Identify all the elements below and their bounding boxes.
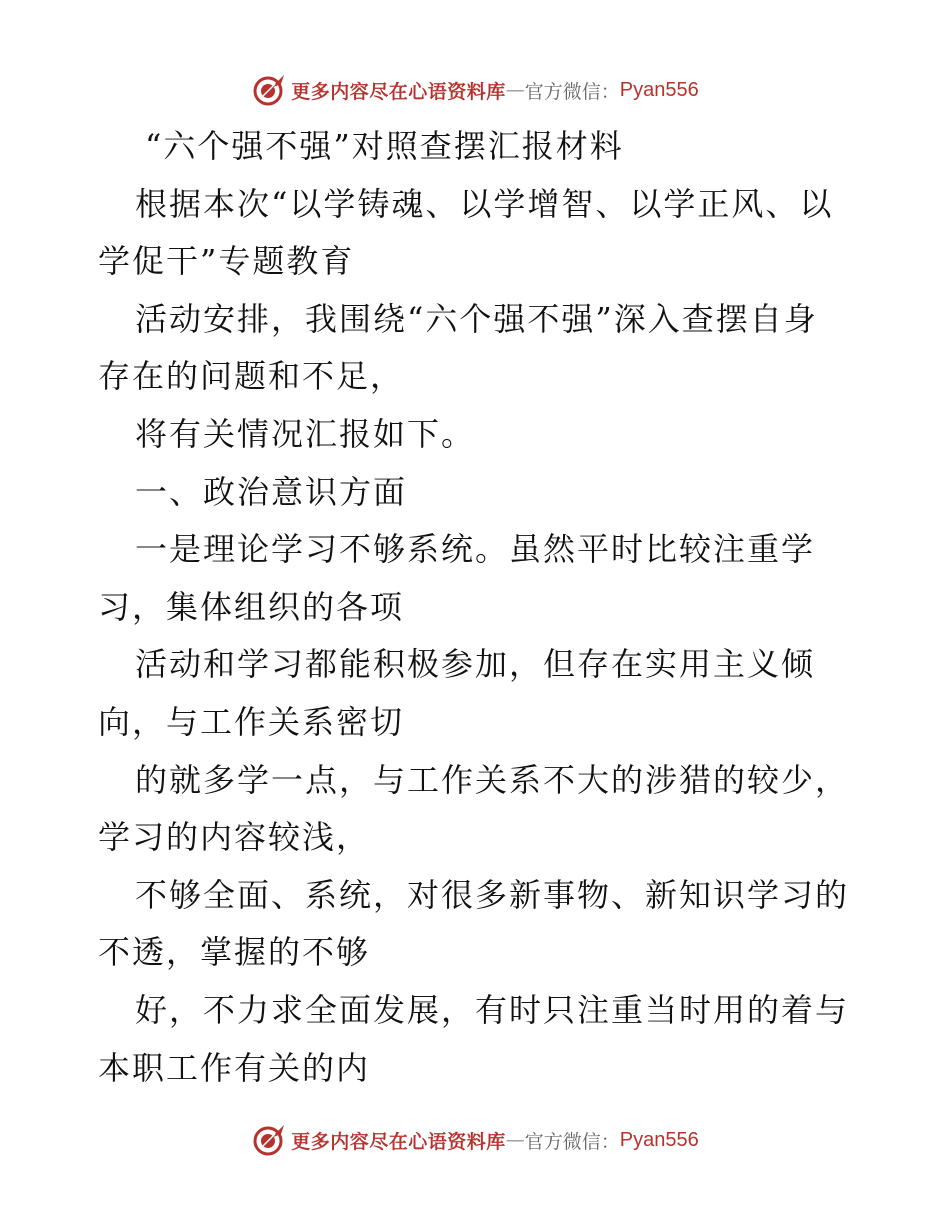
paragraph-line: 根据本次“以学铸魂、以学增智、以学正风、以 bbox=[135, 184, 834, 223]
paragraph-line: 存在的问题和不足， bbox=[98, 357, 405, 396]
document-body bbox=[98, 118, 858, 1097]
header-contact-account: Pyan556 bbox=[619, 78, 699, 101]
feather-pen-logo-icon bbox=[251, 1122, 287, 1158]
paragraph-line: 不透，掌握的不够 bbox=[98, 933, 371, 972]
section-heading: 一、政治意识方面 bbox=[135, 472, 408, 511]
footer-banner bbox=[0, 1120, 950, 1160]
paragraph-line: 不够全面、系统，对很多新事物、新知识学习的 bbox=[135, 875, 850, 914]
footer-separator: — bbox=[505, 1129, 525, 1151]
paragraph-line: 向，与工作关系密切 bbox=[98, 702, 405, 741]
header-separator: — bbox=[505, 79, 525, 101]
paragraph-line: 学习的内容较浅， bbox=[98, 818, 371, 857]
paragraph-line: 本职工作有关的内 bbox=[98, 1048, 371, 1087]
header-banner bbox=[0, 70, 950, 110]
footer-contact-account: Pyan556 bbox=[619, 1128, 699, 1151]
paragraph-line: 活动和学习都能积极参加，但存在实用主义倾 bbox=[135, 645, 816, 684]
header-site-name: 更多内容尽在心语资料库 bbox=[291, 80, 506, 103]
footer-site-name: 更多内容尽在心语资料库 bbox=[291, 1130, 506, 1153]
header-contact-label: 官方微信： bbox=[524, 80, 620, 103]
document-title: “六个强不强”对照查摆汇报材料 bbox=[145, 127, 624, 165]
paragraph-line: 一是理论学习不够系统。虽然平时比较注重学 bbox=[135, 530, 816, 569]
paragraph-line: 好，不力求全面发展，有时只注重当时用的着与 bbox=[135, 990, 850, 1029]
paragraph-line: 的就多学一点，与工作关系不大的涉猎的较少， bbox=[135, 760, 850, 799]
paragraph-line: 习，集体组织的各项 bbox=[98, 587, 405, 626]
footer-contact-label: 官方微信： bbox=[524, 1130, 620, 1153]
paragraph-line: 活动安排，我围绕“六个强不强”深入查摆自身 bbox=[135, 299, 818, 338]
paragraph-line: 将有关情况汇报如下。 bbox=[135, 414, 476, 453]
feather-pen-logo-icon bbox=[251, 72, 287, 108]
paragraph-line: 学促干”专题教育 bbox=[98, 242, 355, 281]
